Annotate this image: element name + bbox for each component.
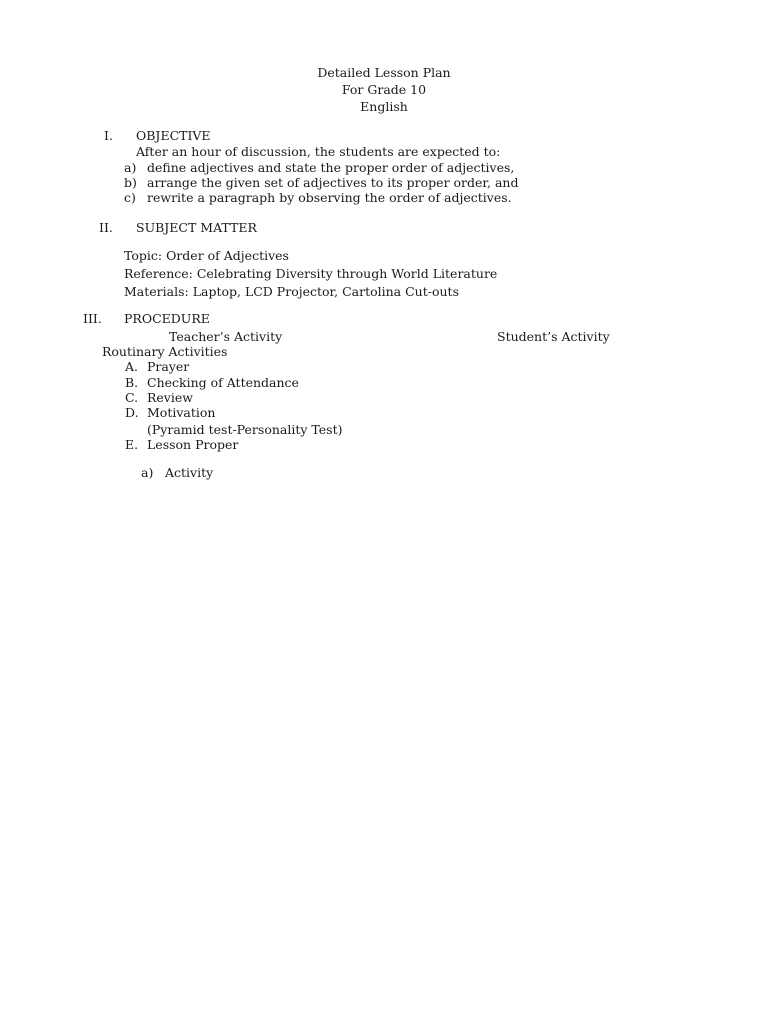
teacher-activity-column-heading: Teacher’s Activity [169,329,283,344]
procedure-step: Prayer [147,359,190,374]
procedure-step-marker: B. [125,375,139,390]
objective-item: rewrite a paragraph by observing the order of adjectives. [147,190,512,205]
routinary-activities-label: Routinary Activities [102,344,228,359]
procedure-step-marker: E. [125,437,139,452]
procedure-heading: PROCEDURE [124,311,210,326]
lesson-proper-sub-marker: a) [141,465,154,480]
objective-item-marker: a) [124,160,137,175]
procedure-numeral: III. [83,311,102,326]
subject-matter-heading: SUBJECT MATTER [136,220,257,235]
subject-matter-materials: Materials: Laptop, LCD Projector, Cartolina Cut-outs [124,284,459,299]
procedure-step-marker: D. [125,405,139,420]
objective-item-marker: b) [124,175,137,190]
lesson-proper-activity: Activity [165,465,214,480]
procedure-step: Motivation [147,405,216,420]
subject-matter-numeral: II. [99,220,113,235]
procedure-step: Checking of Attendance [147,375,299,390]
procedure-step: Review [147,390,193,405]
objective-intro: After an hour of discussion, the students are expected to: [136,144,501,159]
subject-matter-reference: Reference: Celebrating Diversity through World Literature [124,266,498,281]
motivation-note: (Pyramid test-Personality Test) [147,422,343,437]
student-activity-column-heading: Student’s Activity [497,329,610,344]
procedure-step-marker: C. [125,390,139,405]
objective-heading: OBJECTIVE [136,128,211,143]
procedure-step: Lesson Proper [147,437,239,452]
objective-item: arrange the given set of adjectives to its proper order, and [147,175,519,190]
document-subject: English [360,99,408,114]
objective-item: define adjectives and state the proper order of adjectives, [147,160,515,175]
objective-numeral: I. [104,128,113,143]
subject-matter-topic: Topic: Order of Adjectives [124,248,289,263]
document-title: Detailed Lesson Plan [317,65,451,80]
document-grade: For Grade 10 [341,82,427,97]
objective-item-marker: c) [124,190,136,205]
procedure-step-marker: A. [125,359,139,374]
